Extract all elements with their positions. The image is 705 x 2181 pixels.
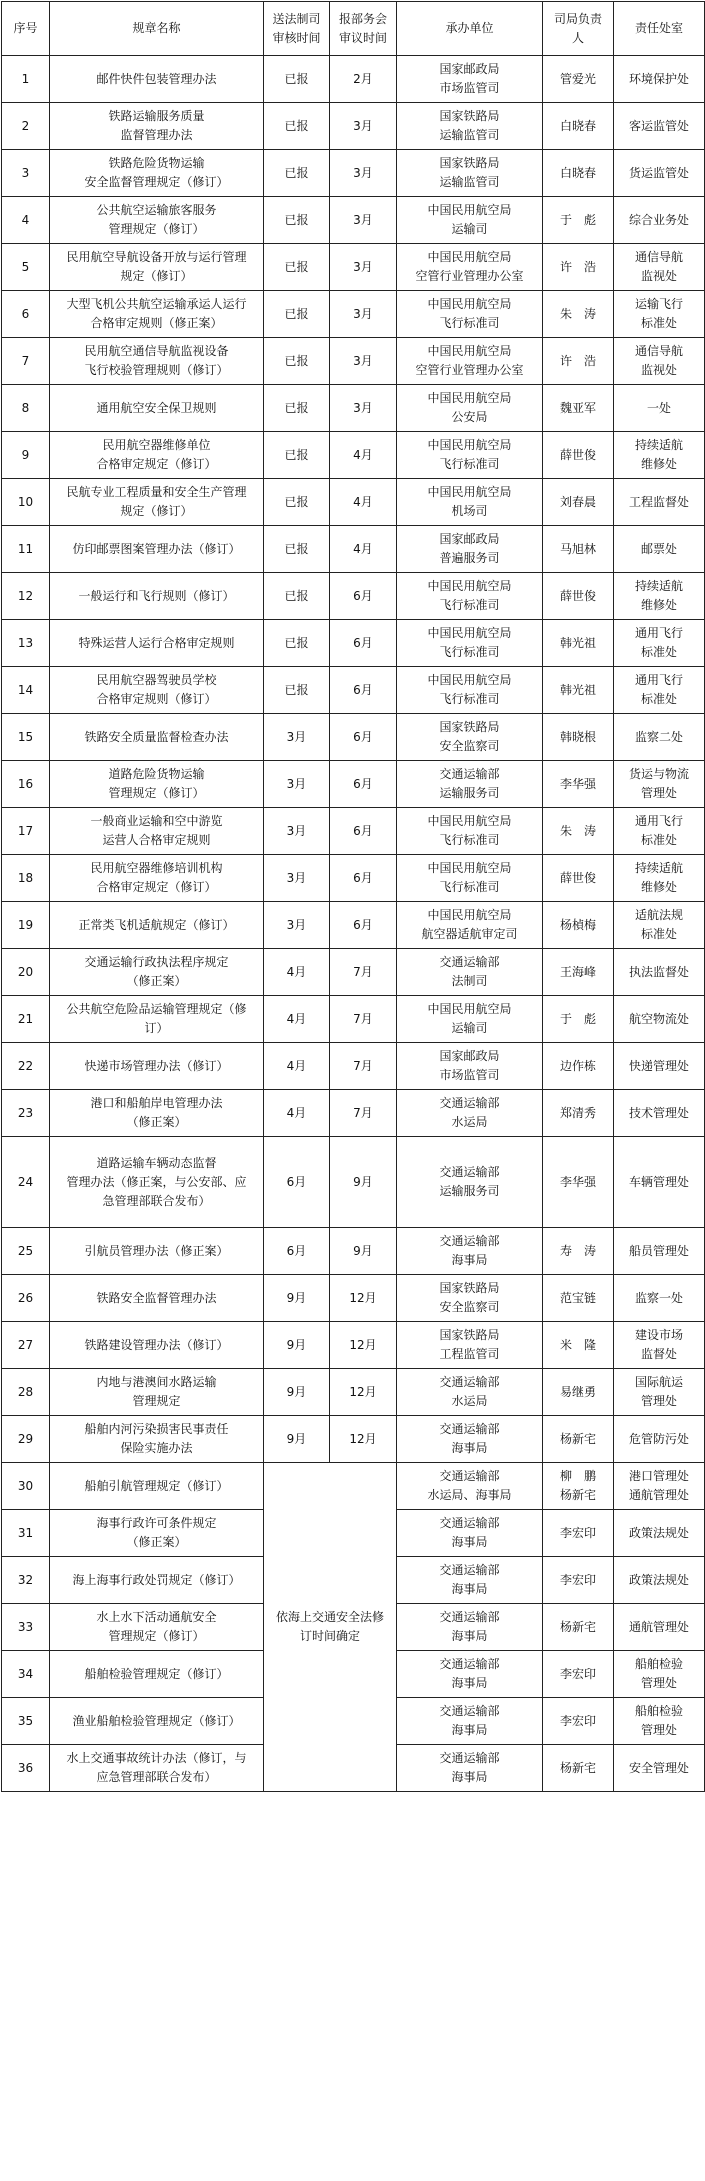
cell-unit: 中国民用航空局 飞行标准司	[397, 808, 543, 855]
cell-office: 安全管理处	[614, 1745, 705, 1792]
cell-name: 渔业船舶检验管理规定（修订）	[50, 1698, 264, 1745]
table-row	[2, 996, 705, 1043]
cell-office: 通用飞行 标准处	[614, 620, 705, 667]
cell-unit: 中国民用航空局 飞行标准司	[397, 667, 543, 714]
cell-no: 6	[2, 291, 50, 338]
cell-office: 监察二处	[614, 714, 705, 761]
cell-office: 通用飞行 标准处	[614, 808, 705, 855]
cell-no: 30	[2, 1463, 50, 1510]
cell-review: 已报	[264, 103, 330, 150]
table-row	[2, 1369, 705, 1416]
header-name: 规章名称	[50, 2, 264, 56]
cell-meeting: 7月	[330, 949, 397, 996]
cell-meeting: 6月	[330, 855, 397, 902]
table-header-row	[2, 2, 705, 56]
cell-name: 道路危险货物运输 管理规定（修订）	[50, 761, 264, 808]
cell-meeting: 7月	[330, 996, 397, 1043]
cell-review: 4月	[264, 1090, 330, 1137]
cell-office: 监察一处	[614, 1275, 705, 1322]
header-unit: 承办单位	[397, 2, 543, 56]
cell-meeting: 4月	[330, 479, 397, 526]
cell-name: 铁路建设管理办法（修订）	[50, 1322, 264, 1369]
table-row	[2, 1463, 705, 1510]
cell-unit: 交通运输部 海事局	[397, 1745, 543, 1792]
cell-office: 船舶检验 管理处	[614, 1698, 705, 1745]
table-row	[2, 432, 705, 479]
cell-unit: 交通运输部 海事局	[397, 1651, 543, 1698]
table-row	[2, 197, 705, 244]
cell-leader: 白晓春	[543, 103, 614, 150]
cell-unit: 中国民用航空局 机场司	[397, 479, 543, 526]
cell-no: 19	[2, 902, 50, 949]
cell-office: 执法监督处	[614, 949, 705, 996]
table-row	[2, 479, 705, 526]
table-row	[2, 103, 705, 150]
cell-no: 20	[2, 949, 50, 996]
cell-office: 一处	[614, 385, 705, 432]
cell-name: 快递市场管理办法（修订）	[50, 1043, 264, 1090]
cell-name: 水上水下活动通航安全 管理规定（修订）	[50, 1604, 264, 1651]
cell-office: 邮票处	[614, 526, 705, 573]
cell-leader: 范宝链	[543, 1275, 614, 1322]
cell-name: 邮件快件包装管理办法	[50, 56, 264, 103]
cell-review: 已报	[264, 197, 330, 244]
cell-no: 14	[2, 667, 50, 714]
cell-leader: 边作栋	[543, 1043, 614, 1090]
cell-unit: 国家铁路局 安全监察司	[397, 714, 543, 761]
cell-name: 海事行政许可条件规定 （修正案）	[50, 1510, 264, 1557]
cell-review: 已报	[264, 244, 330, 291]
cell-review: 已报	[264, 338, 330, 385]
cell-name: 一般商业运输和空中游览 运营人合格审定规则	[50, 808, 264, 855]
cell-review: 已报	[264, 573, 330, 620]
cell-meeting: 2月	[330, 56, 397, 103]
cell-no: 1	[2, 56, 50, 103]
cell-leader: 易继勇	[543, 1369, 614, 1416]
cell-office: 技术管理处	[614, 1090, 705, 1137]
cell-review: 4月	[264, 996, 330, 1043]
cell-unit: 交通运输部 水运局	[397, 1369, 543, 1416]
cell-meeting: 12月	[330, 1322, 397, 1369]
cell-meeting: 9月	[330, 1228, 397, 1275]
table-row	[2, 1416, 705, 1463]
merged-time-note: 依海上交通安全法修 订时间确定	[264, 1463, 397, 1792]
cell-review: 4月	[264, 949, 330, 996]
cell-office: 船员管理处	[614, 1228, 705, 1275]
cell-no: 4	[2, 197, 50, 244]
cell-meeting: 6月	[330, 808, 397, 855]
cell-office: 持续适航 维修处	[614, 432, 705, 479]
cell-unit: 中国民用航空局 飞行标准司	[397, 573, 543, 620]
cell-review: 已报	[264, 667, 330, 714]
cell-no: 21	[2, 996, 50, 1043]
cell-no: 35	[2, 1698, 50, 1745]
cell-name: 仿印邮票图案管理办法（修订）	[50, 526, 264, 573]
table-row	[2, 855, 705, 902]
cell-meeting: 6月	[330, 714, 397, 761]
table-row	[2, 949, 705, 996]
cell-name: 民航专业工程质量和安全生产管理 规定（修订）	[50, 479, 264, 526]
table-row	[2, 1043, 705, 1090]
cell-no: 24	[2, 1137, 50, 1228]
cell-unit: 国家邮政局 普遍服务司	[397, 526, 543, 573]
cell-no: 31	[2, 1510, 50, 1557]
cell-unit: 交通运输部 运输服务司	[397, 761, 543, 808]
cell-no: 36	[2, 1745, 50, 1792]
cell-no: 15	[2, 714, 50, 761]
cell-leader: 韩晓根	[543, 714, 614, 761]
cell-unit: 交通运输部 运输服务司	[397, 1137, 543, 1228]
table-row	[2, 56, 705, 103]
cell-name: 船舶内河污染损害民事责任 保险实施办法	[50, 1416, 264, 1463]
table-row	[2, 761, 705, 808]
cell-no: 17	[2, 808, 50, 855]
cell-review: 已报	[264, 291, 330, 338]
cell-leader: 马旭林	[543, 526, 614, 573]
cell-unit: 中国民用航空局 空管行业管理办公室	[397, 244, 543, 291]
cell-meeting: 3月	[330, 197, 397, 244]
cell-office: 车辆管理处	[614, 1137, 705, 1228]
cell-leader: 白晓春	[543, 150, 614, 197]
cell-unit: 国家铁路局 工程监管司	[397, 1322, 543, 1369]
cell-meeting: 3月	[330, 291, 397, 338]
cell-meeting: 7月	[330, 1090, 397, 1137]
cell-unit: 中国民用航空局 运输司	[397, 197, 543, 244]
cell-no: 9	[2, 432, 50, 479]
cell-review: 已报	[264, 150, 330, 197]
table-row	[2, 385, 705, 432]
cell-name: 一般运行和飞行规则（修订）	[50, 573, 264, 620]
cell-meeting: 12月	[330, 1275, 397, 1322]
cell-review: 已报	[264, 479, 330, 526]
cell-leader: 李宏印	[543, 1651, 614, 1698]
cell-office: 港口管理处 通航管理处	[614, 1463, 705, 1510]
cell-no: 34	[2, 1651, 50, 1698]
cell-name: 内地与港澳间水路运输 管理规定	[50, 1369, 264, 1416]
cell-no: 25	[2, 1228, 50, 1275]
cell-unit: 中国民用航空局 飞行标准司	[397, 855, 543, 902]
cell-name: 船舶检验管理规定（修订）	[50, 1651, 264, 1698]
cell-unit: 中国民用航空局 飞行标准司	[397, 291, 543, 338]
cell-leader: 杨新宅	[543, 1416, 614, 1463]
cell-no: 23	[2, 1090, 50, 1137]
cell-no: 10	[2, 479, 50, 526]
cell-leader: 柳 鹏 杨新宅	[543, 1463, 614, 1510]
cell-office: 政策法规处	[614, 1557, 705, 1604]
cell-review: 9月	[264, 1369, 330, 1416]
cell-leader: 许 浩	[543, 244, 614, 291]
cell-review: 3月	[264, 808, 330, 855]
table-row	[2, 1228, 705, 1275]
table-row	[2, 1275, 705, 1322]
cell-no: 3	[2, 150, 50, 197]
cell-no: 7	[2, 338, 50, 385]
cell-name: 正常类飞机适航规定（修订）	[50, 902, 264, 949]
cell-name: 道路运输车辆动态监督 管理办法（修正案，与公安部、应 急管理部联合发布）	[50, 1137, 264, 1228]
table-row	[2, 620, 705, 667]
cell-leader: 李华强	[543, 761, 614, 808]
cell-leader: 于 彪	[543, 996, 614, 1043]
cell-leader: 魏亚军	[543, 385, 614, 432]
cell-no: 29	[2, 1416, 50, 1463]
cell-no: 2	[2, 103, 50, 150]
cell-unit: 国家铁路局 安全监察司	[397, 1275, 543, 1322]
cell-office: 危管防污处	[614, 1416, 705, 1463]
cell-office: 政策法规处	[614, 1510, 705, 1557]
cell-no: 18	[2, 855, 50, 902]
cell-office: 综合业务处	[614, 197, 705, 244]
cell-office: 通用飞行 标准处	[614, 667, 705, 714]
table-row	[2, 902, 705, 949]
cell-name: 公共航空危险品运输管理规定（修 订）	[50, 996, 264, 1043]
cell-office: 工程监督处	[614, 479, 705, 526]
cell-meeting: 4月	[330, 432, 397, 479]
cell-office: 货运监管处	[614, 150, 705, 197]
table-row	[2, 526, 705, 573]
cell-unit: 中国民用航空局 飞行标准司	[397, 620, 543, 667]
cell-unit: 交通运输部 水运局、海事局	[397, 1463, 543, 1510]
cell-leader: 杨新宅	[543, 1604, 614, 1651]
cell-review: 已报	[264, 432, 330, 479]
cell-review: 已报	[264, 620, 330, 667]
cell-office: 适航法规 标准处	[614, 902, 705, 949]
cell-review: 3月	[264, 902, 330, 949]
cell-meeting: 4月	[330, 526, 397, 573]
cell-office: 持续适航 维修处	[614, 573, 705, 620]
cell-office: 持续适航 维修处	[614, 855, 705, 902]
cell-review: 4月	[264, 1043, 330, 1090]
cell-unit: 中国民用航空局 航空器适航审定司	[397, 902, 543, 949]
cell-meeting: 12月	[330, 1369, 397, 1416]
cell-no: 33	[2, 1604, 50, 1651]
cell-name: 船舶引航管理规定（修订）	[50, 1463, 264, 1510]
cell-leader: 郑清秀	[543, 1090, 614, 1137]
table-row	[2, 667, 705, 714]
cell-no: 22	[2, 1043, 50, 1090]
cell-leader: 于 彪	[543, 197, 614, 244]
cell-name: 海上海事行政处罚规定（修订）	[50, 1557, 264, 1604]
cell-leader: 李宏印	[543, 1510, 614, 1557]
cell-meeting: 6月	[330, 667, 397, 714]
header-office: 责任处室	[614, 2, 705, 56]
cell-leader: 李宏印	[543, 1698, 614, 1745]
cell-meeting: 3月	[330, 150, 397, 197]
cell-meeting: 3月	[330, 103, 397, 150]
cell-leader: 薛世俊	[543, 432, 614, 479]
table-row	[2, 573, 705, 620]
cell-review: 已报	[264, 56, 330, 103]
cell-meeting: 3月	[330, 385, 397, 432]
header-leader: 司局负责 人	[543, 2, 614, 56]
cell-unit: 交通运输部 海事局	[397, 1698, 543, 1745]
cell-leader: 米 隆	[543, 1322, 614, 1369]
cell-name: 通用航空安全保卫规则	[50, 385, 264, 432]
cell-unit: 交通运输部 法制司	[397, 949, 543, 996]
regulations-table	[1, 1, 705, 1792]
cell-office: 通航管理处	[614, 1604, 705, 1651]
cell-meeting: 3月	[330, 338, 397, 385]
cell-unit: 中国民用航空局 空管行业管理办公室	[397, 338, 543, 385]
cell-review: 3月	[264, 714, 330, 761]
cell-unit: 中国民用航空局 公安局	[397, 385, 543, 432]
cell-office: 客运监管处	[614, 103, 705, 150]
cell-no: 13	[2, 620, 50, 667]
cell-unit: 中国民用航空局 运输司	[397, 996, 543, 1043]
cell-office: 快递管理处	[614, 1043, 705, 1090]
cell-leader: 朱 涛	[543, 291, 614, 338]
cell-meeting: 3月	[330, 244, 397, 291]
cell-name: 公共航空运输旅客服务 管理规定（修订）	[50, 197, 264, 244]
cell-unit: 交通运输部 海事局	[397, 1510, 543, 1557]
cell-review: 6月	[264, 1228, 330, 1275]
cell-leader: 管爱光	[543, 56, 614, 103]
cell-name: 民用航空导航设备开放与运行管理 规定（修订）	[50, 244, 264, 291]
cell-office: 国际航运 管理处	[614, 1369, 705, 1416]
cell-review: 3月	[264, 855, 330, 902]
cell-unit: 中国民用航空局 飞行标准司	[397, 432, 543, 479]
table-row	[2, 150, 705, 197]
cell-office: 船舶检验 管理处	[614, 1651, 705, 1698]
cell-name: 民用航空器驾驶员学校 合格审定规则（修订）	[50, 667, 264, 714]
cell-name: 民用航空器维修培训机构 合格审定规定（修订）	[50, 855, 264, 902]
cell-name: 铁路安全监督管理办法	[50, 1275, 264, 1322]
cell-leader: 李华强	[543, 1137, 614, 1228]
cell-unit: 交通运输部 海事局	[397, 1228, 543, 1275]
table-row	[2, 291, 705, 338]
header-no: 序号	[2, 2, 50, 56]
cell-review: 3月	[264, 761, 330, 808]
cell-unit: 交通运输部 海事局	[397, 1557, 543, 1604]
cell-leader: 刘春晨	[543, 479, 614, 526]
cell-office: 货运与物流 管理处	[614, 761, 705, 808]
cell-no: 27	[2, 1322, 50, 1369]
cell-name: 引航员管理办法（修正案）	[50, 1228, 264, 1275]
cell-name: 水上交通事故统计办法（修订，与 应急管理部联合发布）	[50, 1745, 264, 1792]
cell-office: 通信导航 监视处	[614, 338, 705, 385]
cell-review: 9月	[264, 1416, 330, 1463]
table-row	[2, 808, 705, 855]
cell-office: 运输飞行 标准处	[614, 291, 705, 338]
cell-leader: 杨新宅	[543, 1745, 614, 1792]
cell-no: 16	[2, 761, 50, 808]
cell-leader: 韩光祖	[543, 620, 614, 667]
header-review-time: 送法制司 审核时间	[264, 2, 330, 56]
cell-office: 航空物流处	[614, 996, 705, 1043]
cell-no: 11	[2, 526, 50, 573]
cell-meeting: 6月	[330, 620, 397, 667]
cell-leader: 许 浩	[543, 338, 614, 385]
cell-name: 铁路运输服务质量 监督管理办法	[50, 103, 264, 150]
cell-no: 26	[2, 1275, 50, 1322]
cell-review: 已报	[264, 385, 330, 432]
cell-unit: 交通运输部 海事局	[397, 1604, 543, 1651]
cell-unit: 国家邮政局 市场监管司	[397, 1043, 543, 1090]
cell-unit: 国家铁路局 运输监管司	[397, 103, 543, 150]
cell-leader: 薛世俊	[543, 855, 614, 902]
cell-name: 港口和船舶岸电管理办法 （修正案）	[50, 1090, 264, 1137]
cell-review: 9月	[264, 1322, 330, 1369]
cell-meeting: 6月	[330, 573, 397, 620]
table-row	[2, 714, 705, 761]
cell-leader: 薛世俊	[543, 573, 614, 620]
table-row	[2, 244, 705, 291]
cell-unit: 交通运输部 水运局	[397, 1090, 543, 1137]
cell-no: 8	[2, 385, 50, 432]
cell-meeting: 6月	[330, 761, 397, 808]
cell-name: 交通运输行政执法程序规定 （修正案）	[50, 949, 264, 996]
cell-name: 民用航空通信导航监视设备 飞行校验管理规则（修订）	[50, 338, 264, 385]
cell-review: 6月	[264, 1137, 330, 1228]
cell-leader: 朱 涛	[543, 808, 614, 855]
cell-leader: 韩光祖	[543, 667, 614, 714]
cell-name: 民用航空器维修单位 合格审定规定（修订）	[50, 432, 264, 479]
cell-meeting: 7月	[330, 1043, 397, 1090]
cell-review: 已报	[264, 526, 330, 573]
cell-meeting: 9月	[330, 1137, 397, 1228]
cell-name: 铁路危险货物运输 安全监督管理规定（修订）	[50, 150, 264, 197]
table-row	[2, 1322, 705, 1369]
cell-leader: 寿 涛	[543, 1228, 614, 1275]
cell-name: 铁路安全质量监督检查办法	[50, 714, 264, 761]
cell-leader: 王海峰	[543, 949, 614, 996]
cell-name: 大型飞机公共航空运输承运人运行 合格审定规则（修正案）	[50, 291, 264, 338]
cell-review: 9月	[264, 1275, 330, 1322]
cell-unit: 交通运输部 海事局	[397, 1416, 543, 1463]
cell-unit: 国家邮政局 市场监管司	[397, 56, 543, 103]
table-row	[2, 1090, 705, 1137]
cell-unit: 国家铁路局 运输监管司	[397, 150, 543, 197]
cell-leader: 杨楨梅	[543, 902, 614, 949]
cell-office: 建设市场 监督处	[614, 1322, 705, 1369]
cell-name: 特殊运营人运行合格审定规则	[50, 620, 264, 667]
cell-leader: 李宏印	[543, 1557, 614, 1604]
table-row	[2, 338, 705, 385]
cell-no: 32	[2, 1557, 50, 1604]
cell-no: 28	[2, 1369, 50, 1416]
cell-office: 环境保护处	[614, 56, 705, 103]
cell-no: 5	[2, 244, 50, 291]
cell-no: 12	[2, 573, 50, 620]
cell-office: 通信导航 监视处	[614, 244, 705, 291]
cell-meeting: 12月	[330, 1416, 397, 1463]
header-meeting-time: 报部务会 审议时间	[330, 2, 397, 56]
table-row	[2, 1137, 705, 1228]
cell-meeting: 6月	[330, 902, 397, 949]
